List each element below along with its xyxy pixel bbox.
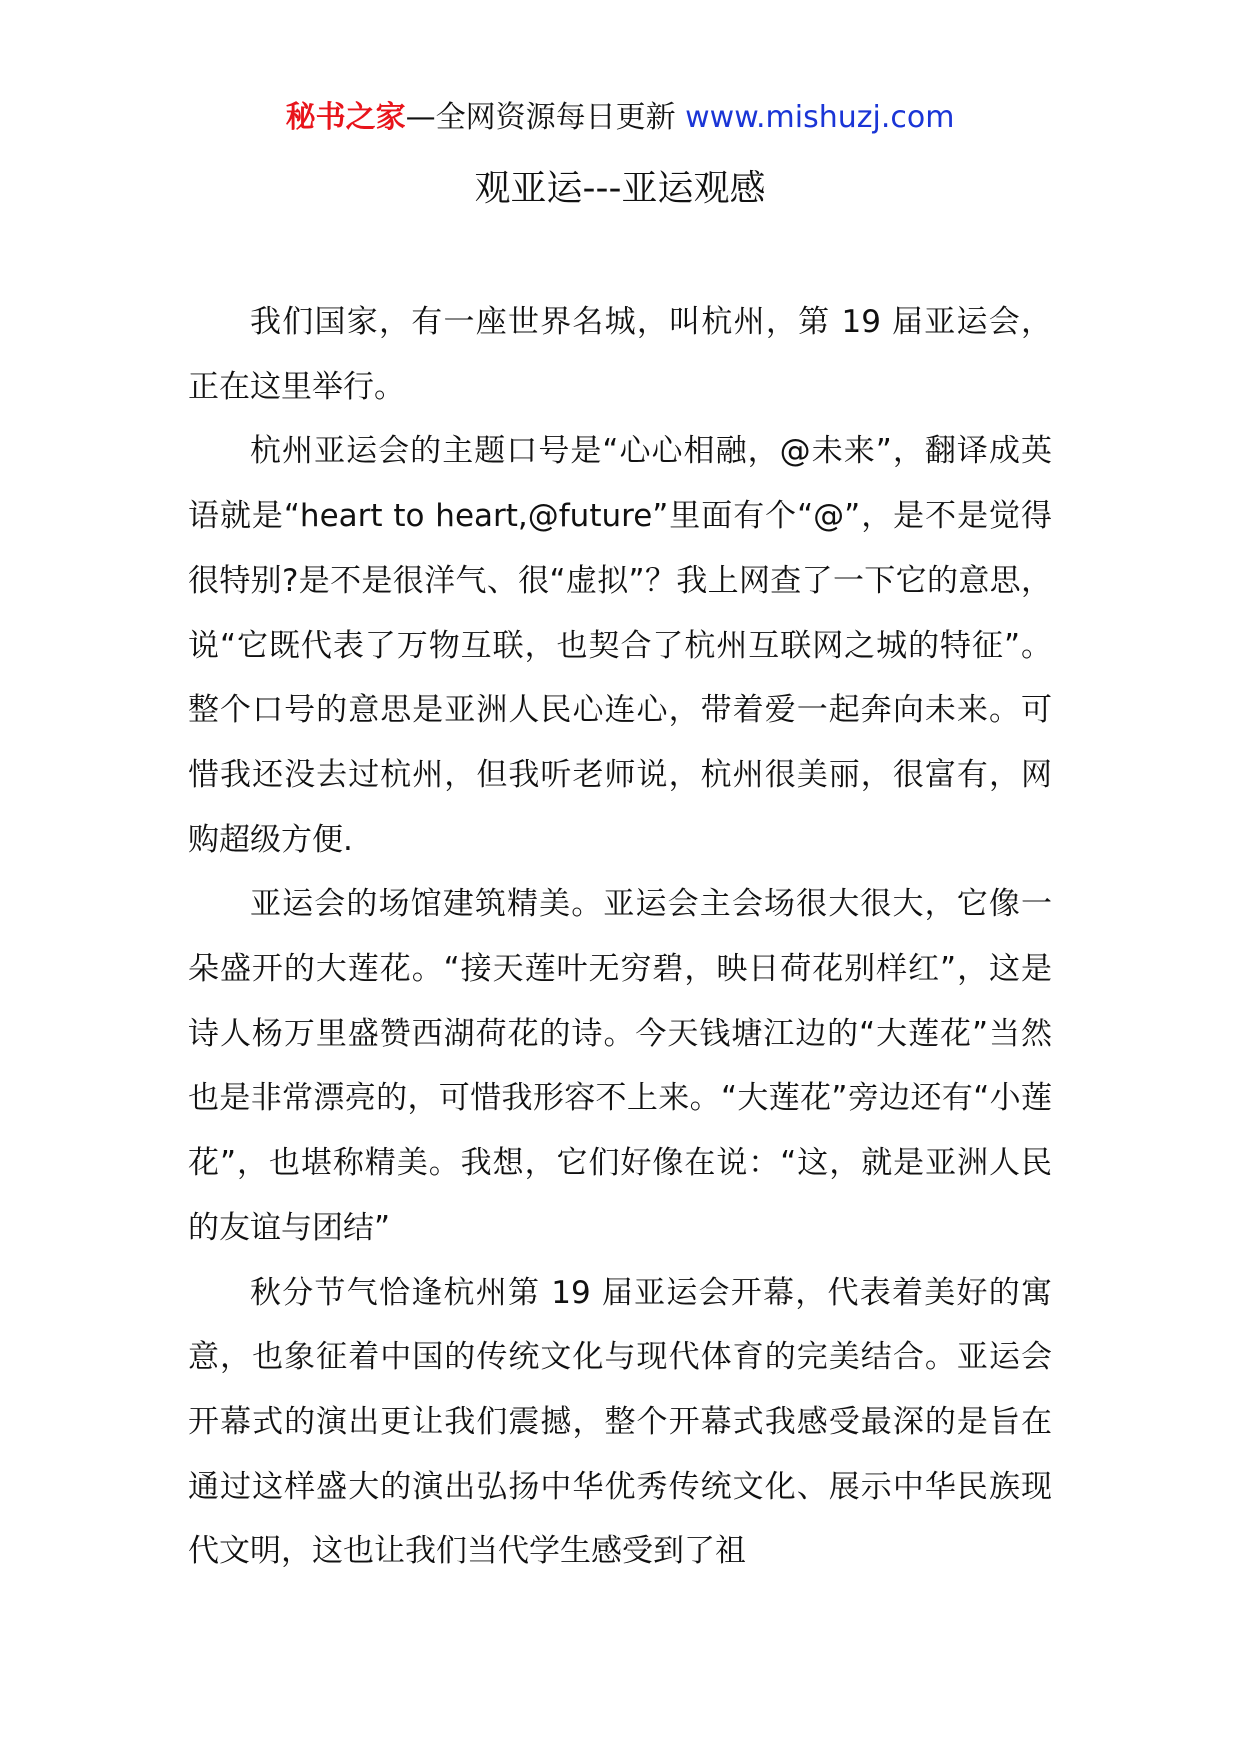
paragraph-2: 杭州亚运会的主题口号是“心心相融，@未来”，翻译成英语就是“heart to heart,@future”里面有个“@”，是不是觉得很特别?是不是很洋气、很“虚拟”？我上网查了一下它的意思，说“它既代表了万物互联，也契合了杭州互联网之城的特征”。整个口号的意思是亚洲人民心连心，带着爱一起奔向未来。可惜我还没去过杭州，但我听老师说，杭州很美丽，很富有，网购超级方便. bbox=[188, 433, 1052, 858]
site-url-link[interactable]: www.mishuzj.com bbox=[685, 100, 955, 135]
paragraph-3: 亚运会的场馆建筑精美。亚运会主会场很大很大，它像一朵盛开的大莲花。“接天莲叶无穷碧，映日荷花别样红”，这是诗人杨万里盛赞西湖荷花的诗。今天钱塘江边的“大莲花”当然也是非常漂亮的，可惜我形容不上来。“大莲花”旁边还有“小莲花”，也堪称精美。我想，它们好像在说：“这，就是亚洲人民的友谊与团结” bbox=[188, 886, 1052, 1246]
paragraph-4: 秋分节气恰逢杭州第 19 届亚运会开幕，代表着美好的寓意，也象征着中国的传统文化与现代体育的完美结合。亚运会开幕式的演出更让我们震撼，整个开幕式我感受最深的是旨在通过这样盛大的演出弘扬中华优秀传统文化、展示中华民族现代文明，这也让我们当代学生感受到了祖 bbox=[188, 1274, 1052, 1570]
header-tagline: —全网资源每日更新 bbox=[405, 100, 676, 135]
document-body bbox=[188, 290, 1052, 1584]
brand-name: 秘书之家 bbox=[285, 100, 406, 135]
paragraph-1: 我们国家，有一座世界名城，叫杭州，第 19 届亚运会，正在这里举行。 bbox=[188, 304, 1052, 405]
document-title: 观亚运---亚运观感 bbox=[474, 168, 766, 209]
site-header bbox=[0, 98, 1240, 138]
